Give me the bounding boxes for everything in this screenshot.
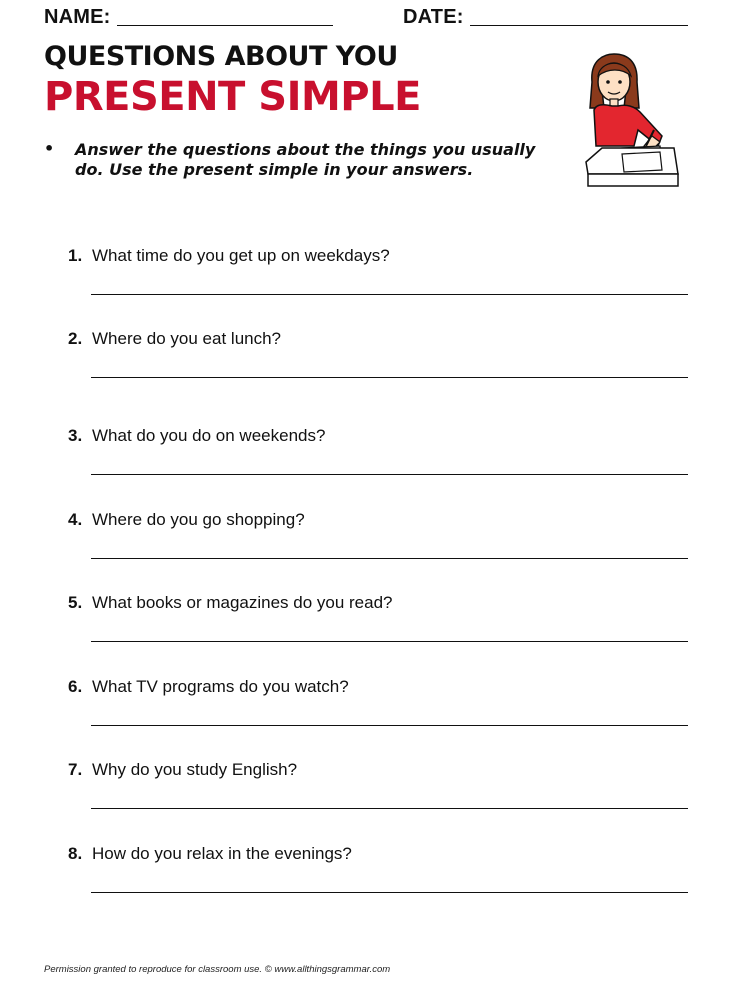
date-label: DATE: xyxy=(403,6,464,28)
question-text: How do you relax in the evenings? xyxy=(92,844,352,863)
question-item xyxy=(68,593,690,613)
question-text: Where do you eat lunch? xyxy=(92,329,282,348)
answer-line[interactable] xyxy=(91,892,688,893)
name-label: NAME: xyxy=(44,6,111,28)
answer-line[interactable] xyxy=(91,558,688,559)
answer-line[interactable] xyxy=(91,641,688,642)
name-field xyxy=(44,6,333,29)
question-item xyxy=(68,510,690,530)
question-item xyxy=(68,760,690,780)
subtitle: QUESTIONS ABOUT YOU xyxy=(44,41,398,72)
question-text: Why do you study English? xyxy=(92,760,298,779)
bullet-icon: • xyxy=(44,139,55,158)
answer-line[interactable] xyxy=(91,474,688,475)
question-text: What books or magazines do you read? xyxy=(92,593,393,612)
name-blank[interactable] xyxy=(117,9,333,26)
girl-writing-at-desk-icon xyxy=(582,50,682,192)
question-item xyxy=(68,426,690,446)
question-number: 6. xyxy=(68,677,83,696)
question-item xyxy=(68,844,690,864)
question-number: 2. xyxy=(68,329,83,348)
date-field xyxy=(403,6,688,29)
answer-line[interactable] xyxy=(91,294,688,295)
question-item xyxy=(68,246,690,266)
instruction-text: Answer the questions about the things you usually do. Use the present simple in your answers. xyxy=(75,140,536,179)
header-row xyxy=(44,6,690,32)
answer-line[interactable] xyxy=(91,808,688,809)
question-number: 1. xyxy=(68,246,83,265)
question-number: 4. xyxy=(68,510,83,529)
answer-line[interactable] xyxy=(91,725,688,726)
question-text: Where do you go shopping? xyxy=(92,510,305,529)
question-text: What do you do on weekends? xyxy=(92,426,326,445)
answer-line[interactable] xyxy=(91,377,688,378)
footer-copyright: Permission granted to reproduce for classroom use. © www.allthingsgrammar.com xyxy=(44,964,391,975)
question-item xyxy=(68,677,690,697)
question-number: 5. xyxy=(68,593,83,612)
page-title: PRESENT SIMPLE xyxy=(44,74,421,120)
question-number: 7. xyxy=(68,760,83,779)
question-number: 8. xyxy=(68,844,83,863)
instruction xyxy=(44,140,564,180)
question-text: What TV programs do you watch? xyxy=(92,677,349,696)
question-number: 3. xyxy=(68,426,83,445)
question-text: What time do you get up on weekdays? xyxy=(92,246,390,265)
date-blank[interactable] xyxy=(470,9,688,26)
question-item xyxy=(68,329,690,349)
